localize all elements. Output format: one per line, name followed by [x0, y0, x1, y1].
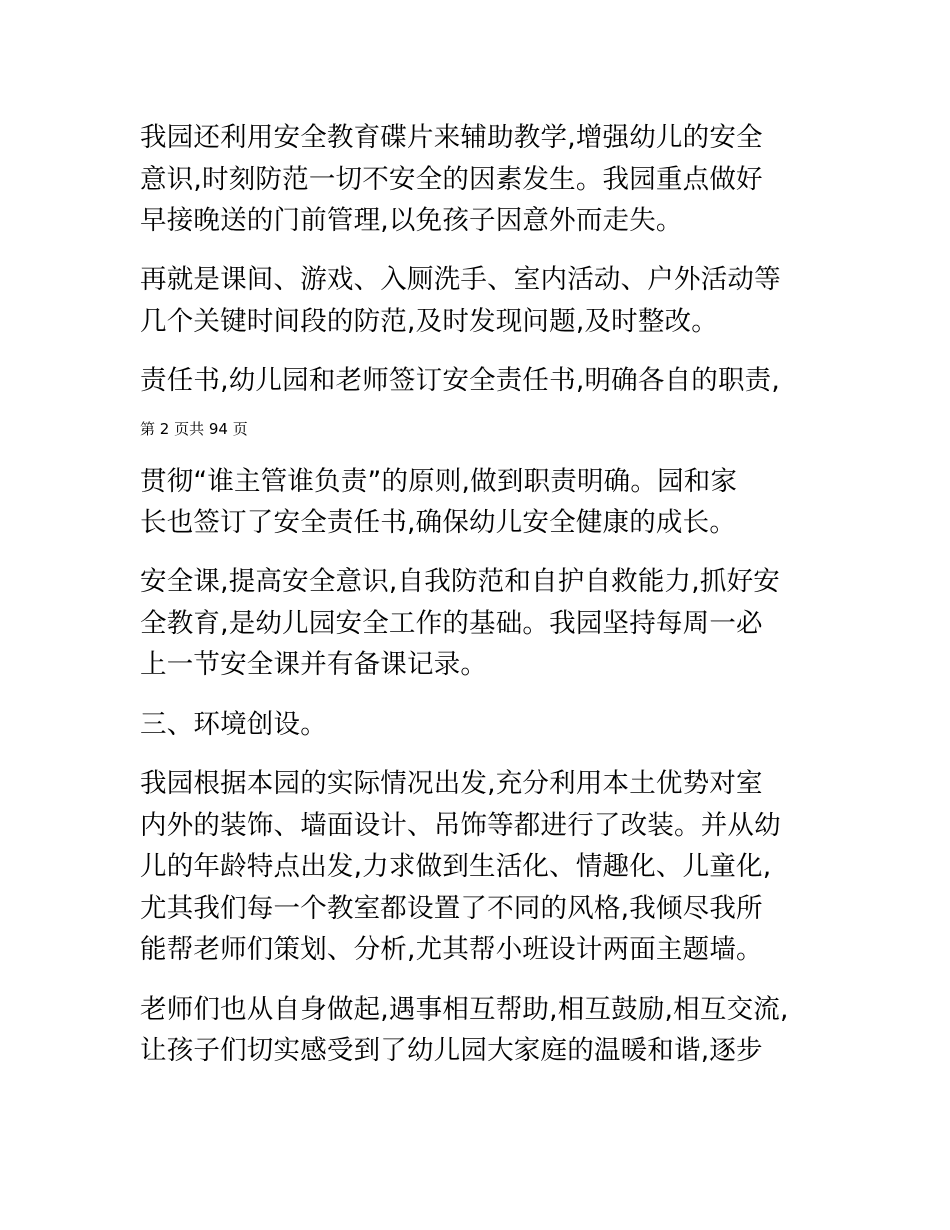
text-line: 全教育,是幼儿园安全工作的基础。我园坚持每周一必 — [140, 608, 763, 639]
page-number-footer: 第 2 页共 94 页 — [140, 420, 248, 438]
text-line: 我园还利用安全教育碟片来辅助教学,增强幼儿的安全 — [140, 122, 763, 153]
text-line: 再就是课间、游戏、入厕洗手、室内活动、户外活动等 — [140, 264, 781, 295]
text-line: 能帮老师们策划、分析,尤其帮小班设计两面主题墙。 — [140, 934, 763, 965]
text-line: 儿的年龄特点出发,力求做到生活化、情趣化、儿童化, — [140, 851, 772, 882]
text-line: 安全课,提高安全意识,自我防范和自护自救能力,抓好安 — [140, 566, 780, 597]
text-line: 早接晚送的门前管理,以免孩子因意外而走失。 — [140, 205, 683, 236]
text-line: 我园根据本园的实际情况出发,充分利用本土优势对室 — [140, 768, 763, 799]
section-heading: 三、环境创设。 — [140, 709, 327, 740]
text-line: 几个关键时间段的防范,及时发现问题,及时整改。 — [140, 306, 718, 337]
text-line: 责任书,幼儿园和老师签订安全责任书,明确各自的职责, — [140, 365, 780, 396]
text-line: 老师们也从自身做起,遇事相互帮助,相互鼓励,相互交流, — [140, 994, 789, 1025]
text-line: 长也签订了安全责任书,确保幼儿安全健康的成长。 — [140, 507, 737, 538]
text-line: 贯彻“谁主管谁负责”的原则,做到职责明确。园和家 — [140, 466, 738, 497]
text-line: 尤其我们每一个教室都设置了不同的风格,我倾尽我所 — [140, 893, 763, 924]
text-line: 让孩子们切实感受到了幼儿园大家庭的温暖和谐,逐步 — [140, 1035, 763, 1066]
text-line: 内外的装饰、墙面设计、吊饰等都进行了改装。并从幼 — [140, 810, 781, 841]
text-line: 意识,时刻防范一切不安全的因素发生。我园重点做好 — [140, 164, 763, 195]
text-line: 上一节安全课并有备课记录。 — [140, 649, 488, 680]
